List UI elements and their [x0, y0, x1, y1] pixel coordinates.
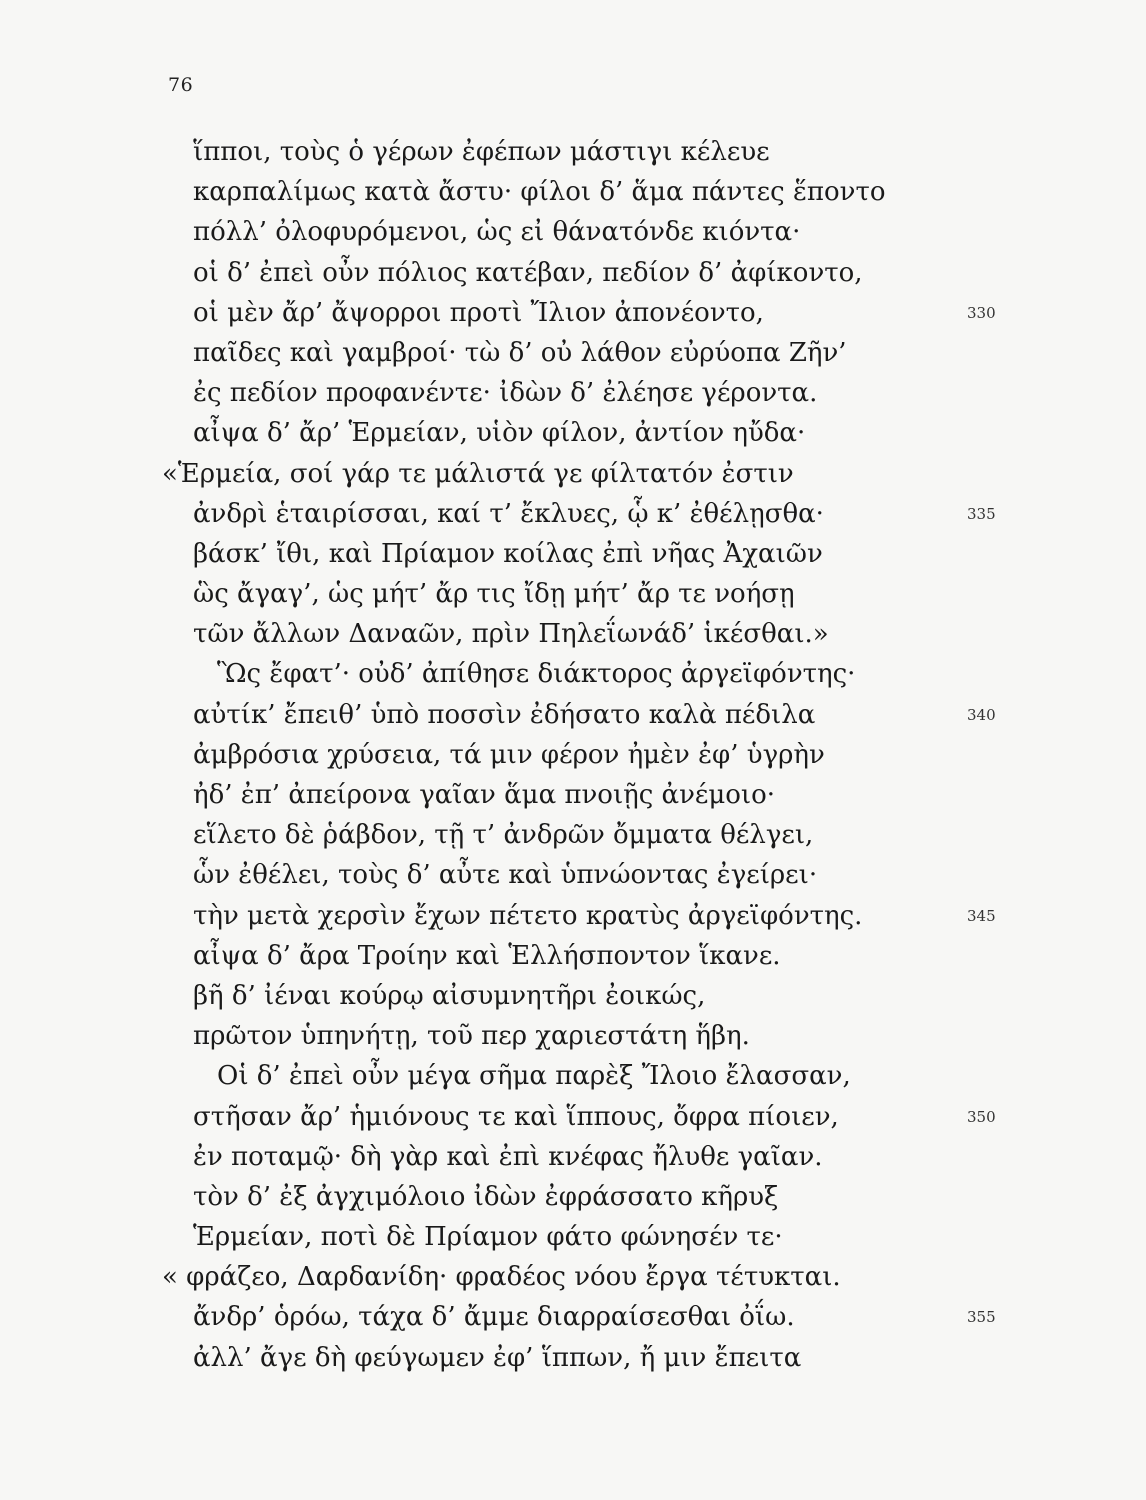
verse-line: [0, 132, 1146, 172]
verse-text: βάσκ’ ἴθι, καὶ Πρίαμον κοίλας ἐπὶ νῆας Ἀχαιῶν: [193, 538, 823, 569]
verse-text: Ἑρμείαν, ποτὶ δὲ Πρίαμον φάτο φώνησέν τε·: [193, 1222, 783, 1253]
verse-text: παῖδες καὶ γαμβροί· τὼ δ’ οὐ λάθον εὐρύοπα Ζῆν’: [193, 337, 847, 368]
verse-text: εἵλετο δὲ ῥάβδον, τῇ τ’ ἀνδρῶν ὄμματα θέλγει,: [193, 820, 814, 851]
verse-text: ἀλλ’ ἄγε δὴ φεύγωμεν ἐφ’ ἵππων, ἤ μιν ἔπειτα: [193, 1342, 802, 1373]
verse-line: [0, 1257, 1146, 1297]
verse-line: [0, 896, 1146, 936]
verse-line: [0, 735, 1146, 775]
line-number: 340: [967, 705, 996, 724]
verse-text: « φράζεο, Δαρδανίδη· φραδέος νόου ἔργα τέτυκται.: [162, 1262, 841, 1293]
verse-text: αὐτίκ’ ἔπειθ’ ὑπὸ ποσσὶν ἐδήσατο καλὰ πέδιλα: [193, 699, 816, 730]
verse-text: ὣς ἄγαγ’, ὡς μήτ’ ἄρ τις ἴδῃ μήτ’ ἄρ τε νοήσῃ: [193, 579, 795, 610]
verse-text: ἵπποι, τοὺς ὁ γέρων ἐφέπων μάστιγι κέλευε: [193, 137, 770, 167]
verse-line: [0, 654, 1146, 694]
verse-text: ἄνδρ’ ὁρόω, τάχα δ’ ἄμμε διαρραίσεσθαι ὀΐω.: [193, 1302, 795, 1333]
verse-line: [0, 253, 1146, 293]
verse-line: [0, 855, 1146, 895]
verse-line: [0, 936, 1146, 976]
verse-block: [0, 132, 1146, 1378]
verse-text: αἶψα δ’ ἄρα Τροίην καὶ Ἑλλήσποντον ἵκανε.: [193, 940, 781, 971]
verse-line: [0, 333, 1146, 373]
verse-text: πόλλ’ ὀλοφυρόμενοι, ὡς εἰ θάνατόνδε κιόντα·: [193, 217, 801, 248]
verse-text: ὧν ἐθέλει, τοὺς δ’ αὖτε καὶ ὑπνώοντας ἐγείρει·: [193, 860, 818, 891]
verse-text: ἐς πεδίον προφανέντε· ἰδὼν δ’ ἐλέησε γέροντα.: [193, 378, 818, 409]
verse-text: τὴν μετὰ χερσὶν ἔχων πέτετο κρατὺς ἀργεϊφόντης.: [193, 900, 863, 931]
verse-text: τὸν δ’ ἐξ ἀγχιμόλοιο ἰδὼν ἐφράσσατο κῆρυξ: [193, 1181, 779, 1212]
verse-text: βῆ δ’ ἰέναι κούρῳ αἰσυμνητῆρι ἐοικώς,: [193, 980, 706, 1011]
verse-text: πρῶτον ὑπηνήτῃ, τοῦ περ χαριεστάτη ἥβη.: [193, 1021, 750, 1052]
line-number: 330: [967, 303, 996, 322]
verse-line: [0, 815, 1146, 855]
verse-line: [0, 454, 1146, 494]
verse-line: [0, 695, 1146, 735]
verse-text: οἱ μὲν ἄρ’ ἄψορροι προτὶ Ἴλιον ἀπονέοντο,: [193, 297, 764, 328]
verse-line: [0, 1056, 1146, 1096]
verse-line: [0, 1016, 1146, 1056]
verse-line: [0, 494, 1146, 534]
page-number: 76: [168, 74, 194, 96]
verse-text: καρπαλίμως κατὰ ἄστυ· φίλοι δ’ ἅμα πάντες ἕποντο: [193, 177, 886, 208]
line-number: 345: [967, 906, 996, 925]
verse-line: [0, 1217, 1146, 1257]
verse-line: [0, 1297, 1146, 1337]
verse-line: [0, 1097, 1146, 1137]
line-number: 350: [967, 1107, 996, 1126]
verse-text: οἱ δ’ ἐπεὶ οὖν πόλιος κατέβαν, πεδίον δ’ ἀφίκοντο,: [193, 257, 863, 288]
verse-line: [0, 293, 1146, 333]
verse-line: [0, 534, 1146, 574]
verse-text: αἶψα δ’ ἄρ’ Ἑρμείαν, υἱὸν φίλον, ἀντίον ηὔδα·: [193, 418, 806, 449]
verse-text: Οἱ δ’ ἐπεὶ οὖν μέγα σῆμα παρὲξ Ἴλοιο ἔλασσαν,: [217, 1061, 851, 1092]
verse-line: [0, 1137, 1146, 1177]
verse-text: ἀμβρόσια χρύσεια, τά μιν φέρον ἠμὲν ἐφ’ ὑγρὴν: [193, 739, 825, 770]
line-number: 355: [967, 1308, 996, 1327]
line-number: 335: [967, 504, 996, 523]
verse-line: [0, 1338, 1146, 1378]
verse-text: «Ἑρμεία, σοί γάρ τε μάλιστά γε φίλτατόν ἐστιν: [162, 458, 794, 489]
verse-text: τῶν ἄλλων Δαναῶν, πρὶν Πηλεΐωνάδ’ ἱκέσθαι.»: [193, 619, 829, 650]
verse-line: [0, 212, 1146, 252]
verse-line: [0, 775, 1146, 815]
verse-line: [0, 172, 1146, 212]
verse-text: ἀνδρὶ ἑταιρίσσαι, καί τ’ ἔκλυες, ᾧ κ’ ἐθέλῃσθα·: [193, 498, 824, 529]
verse-text: ἐν ποταμῷ· δὴ γὰρ καὶ ἐπὶ κνέφας ἤλυθε γαῖαν.: [193, 1141, 823, 1172]
verse-line: [0, 574, 1146, 614]
verse-text: Ὣς ἔφατ’· οὐδ’ ἀπίθησε διάκτορος ἀργεϊφόντης·: [217, 659, 856, 690]
verse-line: [0, 413, 1146, 453]
verse-line: [0, 614, 1146, 654]
verse-text: στῆσαν ἄρ’ ἡμιόνους τε καὶ ἵππους, ὄφρα πίοιεν,: [193, 1101, 839, 1132]
verse-line: [0, 976, 1146, 1016]
verse-text: ἠδ’ ἐπ’ ἀπείρονα γαῖαν ἅμα πνοιῇς ἀνέμοιο·: [193, 780, 776, 810]
verse-line: [0, 373, 1146, 413]
verse-line: [0, 1177, 1146, 1217]
